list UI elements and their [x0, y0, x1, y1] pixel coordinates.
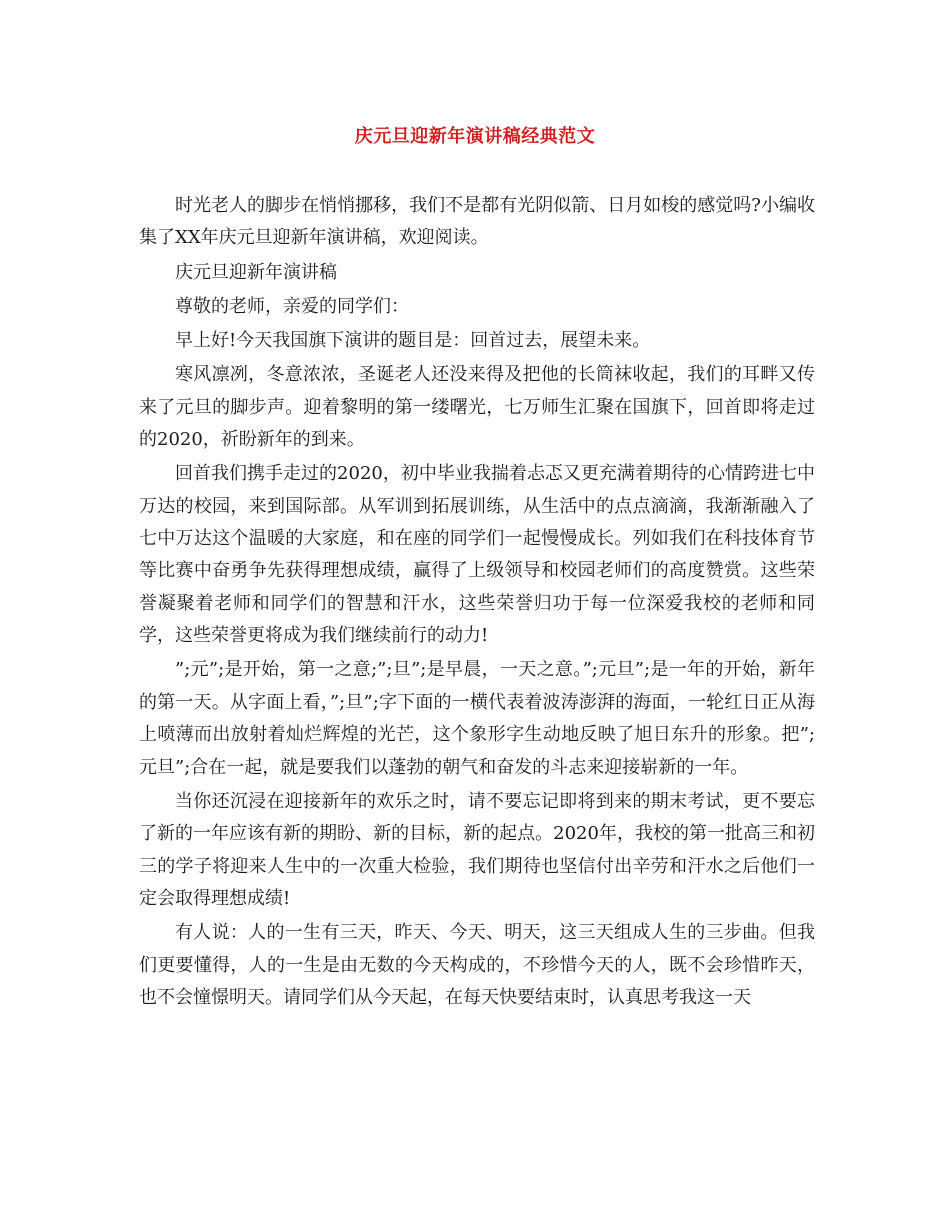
paragraph-greeting: 早上好!今天我国旗下演讲的题目是：回首过去，展望未来。 — [175, 330, 651, 352]
paragraph-exams: 当你还沉浸在迎接新年的欢乐之时，请不要忘记即将到来的期末考试，更不要忘了新的一年应该有新的期盼、新的目标，新的起点。2020年，我校的第一批高三和初三的学子将迎来人生中的一次重大检验，我们期待也坚信付出辛劳和汗水之后他们一定会取得理想成绩! — [139, 790, 815, 910]
paragraph-intro: 时光老人的脚步在悄悄挪移，我们不是都有光阴似箭、日月如梭的感觉吗?小编收集了XX年庆元旦迎新年演讲稿，欢迎阅读。 — [139, 195, 815, 249]
paragraph-speech-heading: 庆元旦迎新年演讲稿 — [175, 261, 337, 283]
document-body — [139, 190, 815, 1016]
paragraph-three-days: 有人说：人的一生有三天，昨天、今天、明天，这三天组成人生的三步曲。但我们更要懂得，人的一生是由无数的今天构成的，不珍惜今天的人，既不会珍惜昨天，也不会憧憬明天。请同学们从今天起，在每天快要结束时，认真思考我这一天 — [139, 922, 815, 1009]
document-title: 庆元旦迎新年演讲稿经典范文 — [354, 126, 596, 147]
paragraph-yuandan-meaning: ”;元”;是开始，第一之意;”;旦”;是早晨，一天之意。”;元旦”;是一年的开始，新年的第一天。从字面上看，”;旦”;字下面的一横代表着波涛澎湃的海面，一轮红日正从海上喷薄而出放射着灿烂辉煌的光芒，这个象形字生动地反映了旭日东升的形象。把”;元旦”;合在一起，就是要我们以蓬勃的朝气和奋发的斗志来迎接崭新的一年。 — [139, 659, 815, 778]
paragraph-salutation: 尊敬的老师，亲爱的同学们： — [175, 295, 409, 317]
paragraph-winter: 寒风凛冽，冬意浓浓，圣诞老人还没来得及把他的长筒袜收起，我们的耳畔又传来了元旦的脚步声。迎着黎明的第一缕曙光，七万师生汇聚在国旗下，回首即将走过的2020，祈盼新年的到来。 — [139, 364, 815, 451]
paragraph-looking-back: 回首我们携手走过的2020，初中毕业我揣着忐忑又更充满着期待的心情跨进七中万达的校园，来到国际部。从军训到拓展训练，从生活中的点点滴滴，我渐渐融入了七中万达这个温暖的大家庭，和在座的同学们一起慢慢成长。列如我们在科技体育节等比赛中奋勇争先获得理想成绩，赢得了上级领导和校园老师们的高度赞赏。这些荣誉凝聚着老师和同学们的智慧和汗水，这些荣誉归功于每一位深爱我校的老师和同学，这些荣誉更将成为我们继续前行的动力! — [139, 463, 815, 647]
